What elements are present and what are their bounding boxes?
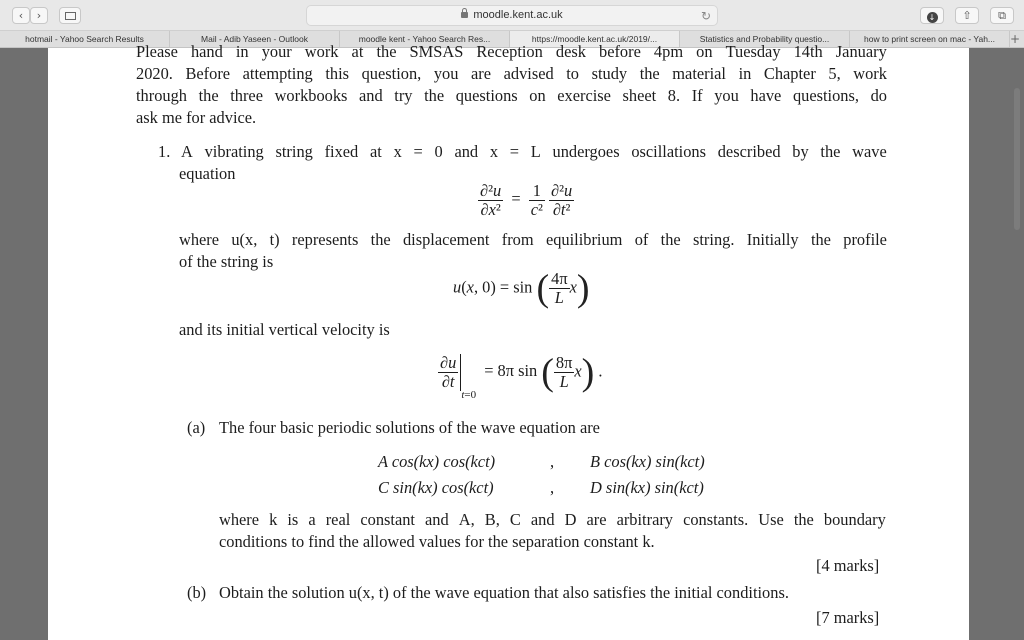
word: constant bbox=[360, 510, 415, 529]
word: study bbox=[591, 64, 628, 83]
word: = bbox=[509, 142, 520, 161]
reload-icon[interactable]: ↻ bbox=[700, 9, 711, 23]
intro-line-1 bbox=[136, 42, 887, 62]
word: do bbox=[870, 86, 887, 105]
part-a-marks: [4 marks] bbox=[816, 556, 880, 575]
part-b-label: (b) bbox=[187, 583, 207, 602]
address-bar[interactable] bbox=[306, 5, 718, 26]
share-icon: ⇧ bbox=[962, 9, 972, 22]
word: question, bbox=[361, 64, 422, 83]
word: through bbox=[136, 86, 187, 105]
word: Tuesday bbox=[725, 42, 781, 61]
word: are bbox=[586, 510, 607, 529]
document-page bbox=[48, 42, 969, 640]
word: three bbox=[230, 86, 263, 105]
word: vibrating bbox=[204, 142, 264, 161]
word: undergoes bbox=[552, 142, 620, 161]
word: attempting bbox=[242, 64, 313, 83]
sidebar-icon bbox=[65, 12, 76, 20]
solution-row2-separator: , bbox=[550, 478, 555, 497]
chevron-right-icon: › bbox=[36, 9, 42, 22]
solution-row1-left: A cos(kx) cos(kct) bbox=[378, 452, 496, 471]
word: this bbox=[325, 64, 350, 83]
word: and bbox=[425, 510, 449, 529]
part-a-where-line-2: conditions to find the allowed values for the separation constant k. bbox=[219, 532, 655, 551]
word: real bbox=[325, 510, 351, 529]
initial-velocity-text: and its initial vertical velocity is bbox=[179, 320, 390, 339]
word: L bbox=[530, 142, 541, 161]
question-number: 1. bbox=[158, 142, 171, 161]
word: the bbox=[793, 510, 814, 529]
url-text: moodle.kent.ac.uk bbox=[473, 9, 563, 21]
word: Use bbox=[758, 510, 784, 529]
word: the bbox=[660, 230, 681, 249]
word: the bbox=[198, 86, 219, 105]
tab-hotmail[interactable]: hotmail - Yahoo Search Results bbox=[0, 31, 170, 47]
word: wave bbox=[852, 142, 887, 161]
word: the bbox=[370, 230, 391, 249]
tabs-overview-button[interactable] bbox=[990, 7, 1014, 24]
word: the bbox=[376, 42, 397, 61]
word: you bbox=[433, 64, 459, 83]
forward-button[interactable] bbox=[30, 7, 48, 24]
word: described bbox=[717, 142, 781, 161]
intro-line-2 bbox=[136, 64, 887, 84]
word: x bbox=[489, 142, 499, 161]
word: at bbox=[370, 142, 382, 161]
word: to bbox=[566, 64, 579, 83]
word: 8. bbox=[667, 86, 681, 105]
word: Before bbox=[185, 64, 231, 83]
word: workbooks bbox=[274, 86, 348, 105]
part-a-label: (a) bbox=[187, 418, 206, 437]
solution-row2-right: D sin(kx) sin(kct) bbox=[590, 478, 704, 497]
word: work bbox=[304, 42, 339, 61]
browser-toolbar bbox=[0, 0, 1024, 31]
word: from bbox=[501, 230, 534, 249]
word: constants. bbox=[683, 510, 749, 529]
new-tab-icon[interactable]: + bbox=[1009, 32, 1020, 46]
tab-statistics[interactable]: Statistics and Probability questio... bbox=[680, 31, 850, 47]
word: C bbox=[509, 510, 521, 529]
word: string. bbox=[693, 230, 735, 249]
word: the bbox=[810, 230, 831, 249]
part-b-text: Obtain the solution u(x, t) of the wave equation that also satisfies the initial conditions. bbox=[219, 583, 789, 602]
solution-row1-separator: , bbox=[550, 452, 555, 471]
word: boundary bbox=[823, 510, 886, 529]
initial-velocity-equation: $\frac{\partial u}{\partial t}$ $_{t=0}$ = 8π sin ( $\frac{8\pi}{L}$ x) . bbox=[440, 351, 603, 402]
intro-line-3 bbox=[136, 86, 887, 106]
word: 5, bbox=[828, 64, 841, 83]
word: 2020. bbox=[136, 64, 173, 83]
where-line-1 bbox=[179, 230, 887, 250]
tab-moodle-pdf[interactable]: https://moodle.kent.ac.uk/2019/... bbox=[510, 31, 680, 47]
word: = bbox=[413, 142, 423, 161]
tabs-icon: ⧉ bbox=[998, 9, 1006, 22]
word: and bbox=[530, 510, 555, 529]
word: If bbox=[691, 86, 703, 105]
word: in bbox=[235, 42, 249, 61]
word: 0 bbox=[434, 142, 443, 161]
word: on bbox=[529, 86, 546, 105]
intro-line-4: ask me for advice. bbox=[136, 108, 257, 127]
page-scrollbar[interactable] bbox=[1014, 88, 1020, 230]
word: B, bbox=[484, 510, 500, 529]
lock-icon bbox=[461, 12, 468, 18]
word: profile bbox=[843, 230, 887, 249]
word: on bbox=[696, 42, 713, 61]
word: 4pm bbox=[653, 42, 684, 61]
word: questions bbox=[455, 86, 518, 105]
word: where bbox=[179, 230, 220, 249]
word: before bbox=[599, 42, 641, 61]
word: January bbox=[835, 42, 887, 61]
word: are bbox=[471, 64, 492, 83]
word: hand bbox=[190, 42, 223, 61]
word: A bbox=[181, 142, 193, 161]
tab-print-screen[interactable]: how to print screen on mac - Yah... bbox=[850, 31, 1010, 47]
word: 14th bbox=[793, 42, 823, 61]
solution-row2-left: C sin(kx) cos(kct) bbox=[378, 478, 494, 497]
back-button[interactable] bbox=[12, 7, 30, 24]
word: k bbox=[269, 510, 278, 529]
download-icon: ↓ bbox=[927, 12, 938, 23]
word: exercise bbox=[557, 86, 611, 105]
word: displacement bbox=[402, 230, 490, 249]
word: A, bbox=[458, 510, 475, 529]
word: a bbox=[308, 510, 316, 529]
word: where bbox=[219, 510, 260, 529]
question-1-line-2: equation bbox=[179, 164, 236, 183]
tab-outlook[interactable]: Mail - Adib Yaseen - Outlook bbox=[170, 31, 340, 47]
word: desk bbox=[555, 42, 586, 61]
where-line-2: of the string is bbox=[179, 252, 274, 271]
word: work bbox=[853, 64, 887, 83]
part-a-text: The four basic periodic solutions of the wave equation are bbox=[219, 418, 600, 437]
word: try bbox=[394, 86, 413, 105]
word: string bbox=[275, 142, 313, 161]
part-a-where-line-1 bbox=[219, 510, 886, 530]
wave-equation: $\frac{\text{∂²u}}{\text{∂x²}}$ = $\frac{1}{\text{c²}}$ $\frac{\text{∂²u}}{\text{∂t²}}$ bbox=[480, 181, 573, 219]
sidebar-button[interactable] bbox=[59, 7, 81, 24]
word: arbitrary bbox=[616, 510, 674, 529]
word: fixed bbox=[324, 142, 359, 161]
word: the bbox=[639, 64, 660, 83]
word: oscillations bbox=[631, 142, 706, 161]
word: in bbox=[738, 64, 752, 83]
word: x bbox=[393, 142, 402, 161]
document-content bbox=[48, 42, 969, 640]
word: advised bbox=[503, 64, 554, 83]
word: by bbox=[792, 142, 809, 161]
word: of bbox=[634, 230, 649, 249]
word: D bbox=[564, 510, 577, 529]
word: and bbox=[454, 142, 479, 161]
part-b-marks: [7 marks] bbox=[816, 608, 880, 627]
word: and bbox=[359, 86, 383, 105]
word: Initially bbox=[746, 230, 799, 249]
word: t) bbox=[269, 230, 280, 249]
share-button[interactable] bbox=[955, 7, 979, 24]
question-1-line-1 bbox=[181, 142, 887, 162]
word: equilibrium bbox=[545, 230, 623, 249]
word: questions, bbox=[792, 86, 859, 105]
word: at bbox=[351, 42, 364, 61]
word: the bbox=[820, 142, 841, 161]
tab-moodle-search[interactable]: moodle kent - Yahoo Search Res... bbox=[340, 31, 510, 47]
word: Chapter bbox=[763, 64, 816, 83]
word: Please bbox=[136, 42, 178, 61]
word: Reception bbox=[476, 42, 543, 61]
chevron-left-icon: ‹ bbox=[18, 9, 24, 22]
word: SMSAS bbox=[409, 42, 464, 61]
word: your bbox=[261, 42, 292, 61]
word: material bbox=[672, 64, 726, 83]
word: the bbox=[424, 86, 445, 105]
word: u(x, bbox=[231, 230, 258, 249]
word: sheet bbox=[622, 86, 657, 105]
initial-profile-equation: u(x, 0) = sin ( $\frac{4\pi}{L}$ x) bbox=[453, 267, 590, 310]
word: represents bbox=[291, 230, 359, 249]
word: have bbox=[750, 86, 782, 105]
word: is bbox=[287, 510, 299, 529]
word: you bbox=[714, 86, 739, 105]
solution-row1-right: B cos(kx) sin(kct) bbox=[590, 452, 705, 471]
downloads-button[interactable] bbox=[920, 7, 944, 24]
